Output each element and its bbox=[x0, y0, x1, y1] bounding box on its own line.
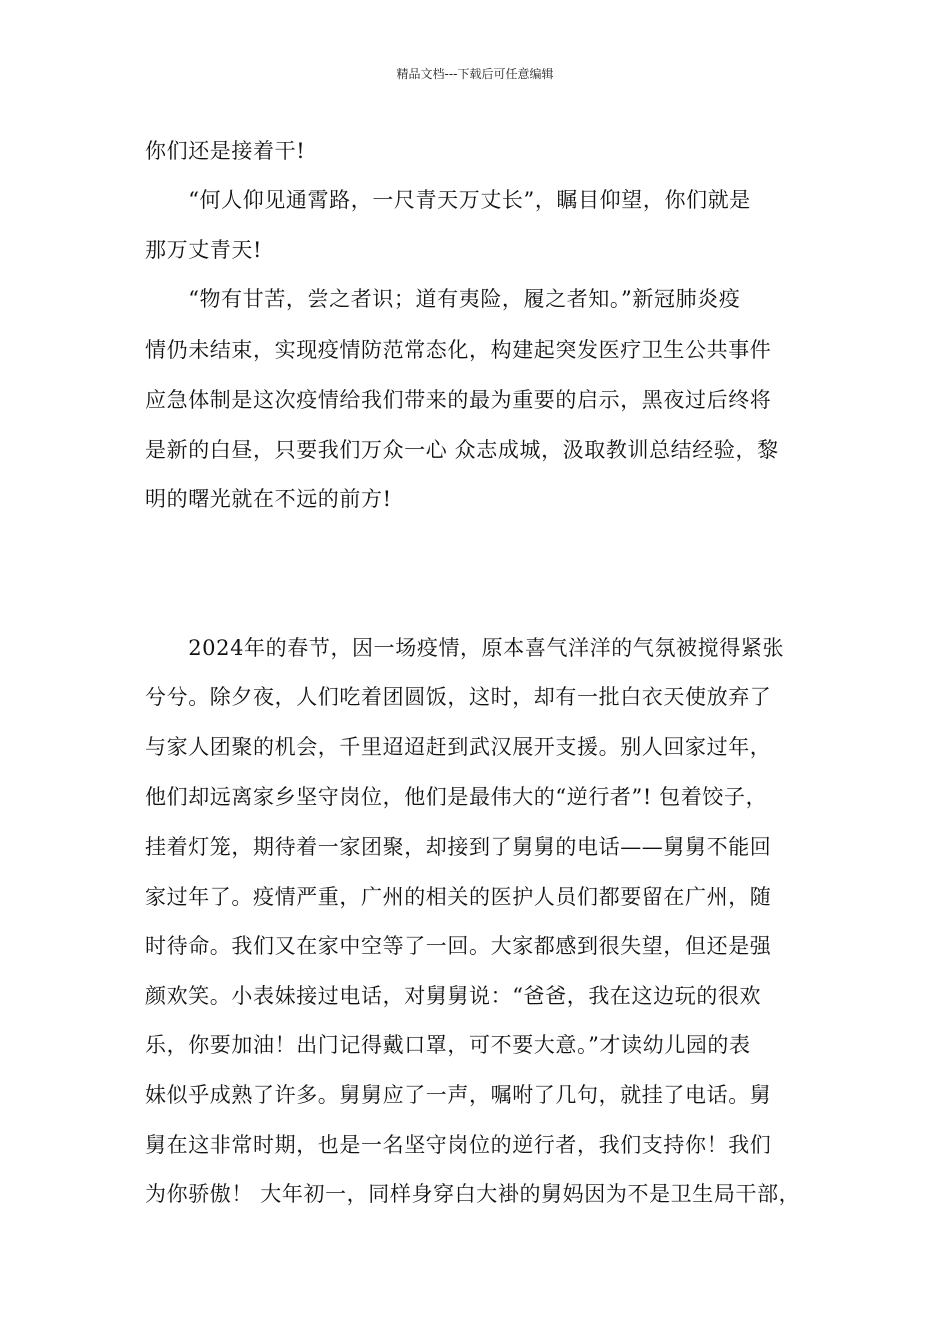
paragraph-line: 为你骄傲！ 大年初一，同样身穿白大褂的舅妈因为不是卫生局干部， bbox=[145, 1182, 801, 1206]
paragraph-line: 家过年了。疫情严重，广州的相关的医护人员们都要留在广州，随 bbox=[145, 885, 772, 909]
paragraph-line: 情仍未结束，实现疫情防范常态化，构建起突发医疗卫生公共事件 bbox=[145, 338, 772, 362]
paragraph-line: 时待命。我们又在家中空等了一回。大家都感到很失望，但还是强 bbox=[145, 934, 772, 958]
paragraph-line: 乐，你要加油！出门记得戴口罩，可不要大意。”才读幼儿园的表 bbox=[145, 1033, 751, 1057]
paragraph-line: 他们却远离家乡坚守岗位，他们是最伟大的“逆行者”! 包着饺子， bbox=[145, 785, 768, 809]
page-header: 精品文档---下载后可任意编辑 bbox=[396, 67, 554, 81]
paragraph-line: 是新的白昼，只要我们万众一心 众志成城，汲取教训总结经验，黎 bbox=[145, 438, 779, 462]
paragraph-line: 明的曙光就在不远的前方! bbox=[145, 487, 392, 511]
paragraph-line: 挂着灯笼，期待着一家团聚，却接到了舅舅的电话——舅舅不能回 bbox=[145, 835, 772, 859]
paragraph-line: 舅在这非常时期，也是一名坚守岗位的逆行者，我们支持你！我们 bbox=[145, 1133, 772, 1157]
paragraph-line: “物有甘苦，尝之者识；道有夷险，履之者知。”新冠肺炎疫 bbox=[145, 287, 741, 311]
paragraph-line: 与家人团聚的机会，千里迢迢赶到武汉展开支援。别人回家过年， bbox=[145, 735, 772, 759]
paragraph-line: 妹似乎成熟了许多。舅舅应了一声，嘱咐了几句，就挂了电话。舅 bbox=[145, 1083, 772, 1107]
paragraph-line: 2024年的春节，因一场疫情，原本喜气洋洋的气氛被搅得紧张 bbox=[145, 636, 785, 660]
paragraph-line: 兮兮。除夕夜，人们吃着团圆饭，这时，却有一批白衣天使放弃了 bbox=[145, 685, 772, 709]
paragraph-line: 颜欢笑。小表妹接过电话，对舅舅说：“爸爸，我在这边玩的很欢 bbox=[145, 984, 762, 1008]
paragraph-line: 那万丈青天! bbox=[145, 238, 263, 262]
paragraph-line: “何人仰见通霄路，一尺青天万丈长”，瞩目仰望，你们就是 bbox=[145, 188, 751, 212]
paragraph-line: 应急体制是这次疫情给我们带来的最为重要的启示，黑夜过后终将 bbox=[145, 388, 772, 412]
paragraph-line: 你们还是接着干! bbox=[145, 139, 306, 163]
